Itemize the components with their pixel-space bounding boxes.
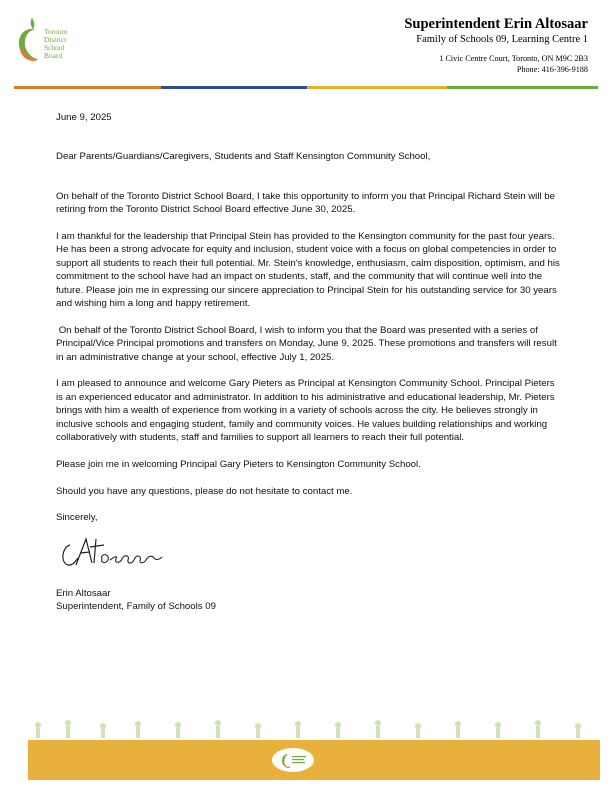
logo-line-3: School [44,43,65,52]
paragraph-welcome: I am pleased to announce and welcome Gary Pieters as Principal at Kensington Community School. Principal Pieters is an experienced educator and administrator. In addition to his administrative and educational leadership, Mr. Pieters brings with him a wealth of experience from working in a variety of schools across the city. He believes strongly in inclusive schools and engaging student, family and community voices. He values building relationships and working collaboratively with students, staff and families to support all learners to reach their full potential. [56,378,555,444]
tdsb-logo [14,14,94,72]
signer-name: Erin Altosaar [56,587,111,599]
letter-body [56,111,561,614]
closing: Sincerely, [56,512,98,524]
handwritten-signature [58,533,178,575]
footer-illustration [28,716,600,740]
salutation: Dear Parents/Guardians/Caregivers, Students and Staff Kensington Community School, [56,151,431,163]
paragraph-thanks: I am thankful for the leadership that Principal Stein has provided to the Kensington community for the past four years. He has been a strong advocate for equity and inclusion, student voice with a focus on global competencies in order to support all students to reach their full potential. Mr. Stein’s knowledge, enthusiasm, calm disposition, optimism, and his commitment to the school have had an impact on students, staff, and the community that will continue well into the future. Please join me in expressing our sincere appreciation to Principal Stein for his outstanding service for 30 years and wishing him a long and happy retirement. [56,231,560,310]
header-rule-navy [161,86,307,89]
family-of-schools: Family of Schools 09, Learning Centre 1 [416,34,588,45]
paragraph-join: Please join me in welcoming Principal Gary Pieters to Kensington Community School. [56,458,421,470]
header-rule-gold [307,86,447,89]
footer-logo-icon [272,748,314,772]
signer-title: Superintendent, Family of Schools 09 [56,601,216,613]
letter-date: June 9, 2025 [56,112,112,123]
logo-line-4: Board [44,51,63,60]
header-rule-orange [14,86,161,89]
office-phone: Phone: 416-396-9188 [516,65,588,74]
apple-logo-icon [14,14,48,64]
office-address: 1 Civic Centre Court, Toronto, ON M9C 2B3 [439,54,588,63]
paragraph-transfers: On behalf of the Toronto District School Board, I wish to inform you that the Board was presented with a series of Principal/Vice Principal promotions and transfers on Monday, June 9, 2025. These promotions and transfers will result in an administrative change at your school, effective July 1, 2025. [56,324,560,363]
letterhead [404,15,588,75]
superintendent-title: Superintendent Erin Altosaar [404,16,588,32]
logo-line-1: Toronto [44,27,68,36]
logo-line-2: District [44,35,67,44]
footer-band [28,740,600,780]
header-rule-green [447,86,598,89]
paragraph-contact: Should you have any questions, please do not hesitate to contact me. [56,485,353,497]
paragraph-retirement: On behalf of the Toronto District School Board, I take this opportunity to inform you that Principal Richard Stein will be retiring from the Toronto District School Board effective June 30, 2025. [56,190,555,216]
